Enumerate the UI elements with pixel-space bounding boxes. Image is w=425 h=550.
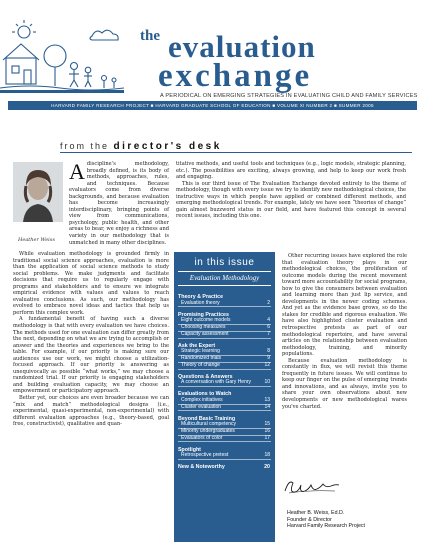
issue-item-label: Retrospective pretest: [181, 452, 229, 459]
issue-info-bar: HARVARD FAMILY RESEARCH PROJECT ■ HARVARD GRADUATE SCHOOL OF EDUCATION ■ VOLUME XI NUMBER 2 ■ SUMMER 2005: [8, 101, 417, 110]
article-paragraph: titative methods, and useful tools and techniques (e.g., logic models, strategic planning, etc.). The possibilities are exciting, always growing, and help to keep our work fresh and engaging.: [176, 161, 406, 181]
photo-caption: Heather Weiss: [18, 237, 55, 243]
article-paragraph: While evaluation methodology is grounded firmly in traditional social science approaches, evaluation is more than the application of social science methods to study social problems. We make judgments and facilitate decisions that require us to regularly engage with programs and stakeholders and to ensure we integrate empirical evidence with values and values to reach evaluative conclusions. As such, our methodology has evolved to embrace novel ideas and tactics that help us perform this complex work.: [13, 251, 169, 316]
issue-item-label: Strategic learning: [181, 348, 220, 355]
issue-contents-list: [178, 290, 271, 471]
issue-item-label: A conversation with Gary Henry: [181, 379, 252, 386]
issue-section-label: Ask the Expert: [178, 342, 216, 349]
section-heading-prefix: from the: [60, 141, 110, 151]
drop-cap: A: [69, 159, 85, 184]
article-paragraph: A fundamental benefit of having such a diverse methodology is that with every evaluation we have choices. The methods used for one evaluation can differ greatly from the next, depending on what we are trying to accomplish or answer and the theories and experiences we bring to the table. For example, if our priority is making sure our audiences use our work, we might choose a utilization-focused approach. If our priority is answering as unequivocally as possible “what works,” we may choose a randomized trial. If our priority is engaging stakeholders and building evaluation capacity, we may choose an empowerment or participatory approach.: [13, 316, 169, 395]
article-paragraph: Better yet, our choices are even broader because we can “mix and match” methodological designs (i.e., experimental, quasi-experimental, non-experimental) with different evaluation approaches (e.g., theory-based, goal free, constructivist), qualitative and quan-: [13, 395, 169, 428]
article-column-1-top: [69, 161, 169, 246]
article-paragraph: This is our third issue of The Evaluation Exchange devoted entirely to the theme of methodology, though with every issue we try to identify new methodological choices, the instructive ways in which people have applied or combined different methods, and emerging methodological trends. For example, lately we have seen “theories of change” gain almost buzzword status in our field, and have featured this concept in several recent issues, including this one.: [176, 180, 406, 220]
article-column-3: [282, 253, 407, 410]
director-photo: [13, 162, 63, 222]
section-heading-emphasis: director's desk: [113, 141, 222, 152]
issue-item-label: Cluster evaluation: [181, 403, 222, 410]
issue-section-label: Spotlight: [178, 446, 201, 453]
issue-item[interactable]: [178, 436, 271, 443]
issue-page-number: 20: [264, 464, 270, 471]
masthead-title-exchange: exchange: [158, 58, 313, 94]
issue-item-label: Minority undergraduates: [181, 427, 235, 434]
issue-page-number: 9: [267, 355, 270, 362]
issue-item[interactable]: [178, 453, 271, 460]
issue-page-number: 15: [264, 421, 270, 428]
issue-page-number: 12: [264, 361, 270, 368]
issue-page-number: 10: [264, 379, 270, 386]
article-intro: disciplineʼs methodology, broadly defined, is its body of methods, approaches, rules, and techniques. Because evaluators come from diverse backgrounds, and because evaluation has become increasingly interdisciplinary, bringing points of view from communications, psychology, public health, and other areas to bear, we enjoy a richness and variety in our methodology that is unmatched in many other disciplines.: [69, 161, 169, 246]
issue-page-number: 18: [264, 452, 270, 459]
issue-section-label: New & Noteworthy: [178, 464, 225, 471]
signoff-block: [287, 510, 365, 530]
article-column-2: [176, 161, 406, 220]
issue-item-label: Evaluators of color: [181, 434, 223, 441]
issue-item-label: Choosing measures: [181, 323, 226, 330]
article-paragraph: Because evaluation methodology is constantly in flux, we will revisit this theme frequently in future issues. We will continue to keep our finger on the pulse of emerging trends and innovations, and as always, invite you to share your own observations about new developments or new methodological wares you've charted.: [282, 357, 407, 410]
issue-item[interactable]: [178, 380, 271, 387]
issue-page-number: 14: [264, 403, 270, 410]
issue-section-label: Evaluations to Watch: [178, 391, 232, 398]
issue-page-number: 13: [264, 396, 270, 403]
issue-item-label: Multicultural competency: [181, 421, 237, 428]
issue-section-label: Questions & Answers: [178, 373, 233, 380]
issue-section-label: Promising Practices: [178, 311, 229, 318]
masthead-illustration: [0, 18, 150, 100]
issue-page-number: 4: [267, 317, 270, 324]
article-column-1: [13, 251, 169, 428]
issue-item-label: Capacity assessment: [181, 330, 229, 337]
signoff-title: Founder & Director: [287, 516, 332, 523]
in-this-issue-title: in this issue: [194, 257, 255, 268]
issue-section-heading: [178, 464, 271, 471]
issue-item-label: Complex initiatives: [181, 396, 223, 403]
issue-item[interactable]: [178, 405, 271, 412]
issue-item-label: Randomized trials: [181, 355, 222, 362]
issue-divider: [178, 285, 271, 286]
issue-divider: [178, 271, 271, 272]
issue-page-number: 2: [267, 299, 270, 306]
signature-image: [283, 477, 343, 497]
masthead-title-evaluation: evaluation: [168, 29, 316, 64]
issue-item-label: Eight outcome models: [181, 317, 231, 324]
issue-item-label: Theory of change: [181, 361, 220, 368]
issue-section-label: Theory & Practice: [178, 294, 224, 301]
signoff-organization: Harvard Family Research Project: [287, 523, 366, 529]
section-heading: [60, 141, 390, 152]
issue-theme: Evaluation Methodology: [189, 274, 260, 282]
issue-page-number: 17: [264, 434, 270, 441]
issue-page-number: 7: [267, 330, 270, 337]
issue-item[interactable]: [178, 332, 271, 339]
issue-page-number: 8: [267, 348, 270, 355]
issue-item-label: Evaluation theory: [181, 299, 220, 306]
heading-divider: [60, 152, 412, 153]
masthead-the: the: [140, 28, 160, 44]
issue-section-label: Beyond Basic Training: [178, 415, 236, 422]
issue-item[interactable]: [178, 301, 271, 308]
masthead-tagline: A PERIODICAL ON EMERGING STRATEGIES IN EVALUATING CHILD AND FAMILY SERVICES: [160, 93, 418, 99]
issue-page-number: 16: [264, 427, 270, 434]
signoff-name: Heather B. Weiss, Ed.D.: [287, 510, 345, 516]
issue-page-number: 6: [267, 323, 270, 330]
issue-item[interactable]: [178, 363, 271, 370]
in-this-issue-box: [174, 252, 275, 542]
article-paragraph: Other recurring issues have explored the role that evaluation theory plays in our methodological choices, the proliferation of outcome models during the recent movement toward more accountability for social programs, how to give the consumers between evaluation and learning more than just lip service, and developments in the newer coding schemes. And yet as the evidence base grows, so do the stakes for credible and rigorous evaluation. We have also highlighted cluster evaluation and retrospective pretests as part of our methodological repertoire, and have several articles on the relationship between evaluation methodology, training, and minority populations.: [282, 253, 407, 358]
